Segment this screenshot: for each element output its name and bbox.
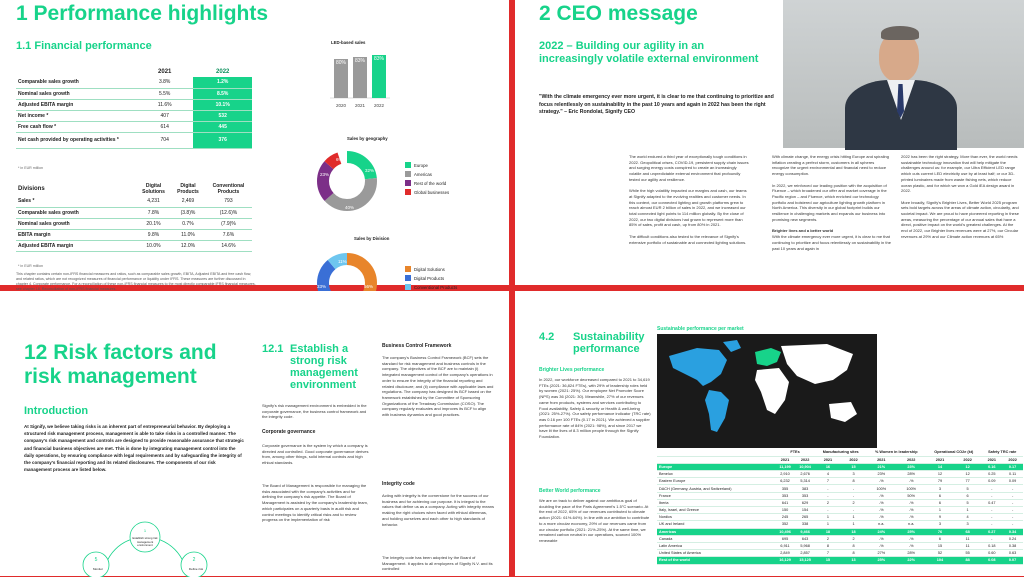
sustainability-page — [515, 291, 1024, 576]
table-cell: 245 — [775, 514, 795, 521]
asia-shape — [781, 344, 853, 384]
table-row: EBITA margin 9.8% 11.0% 7.6% — [16, 229, 252, 240]
table-row — [657, 478, 1023, 485]
table-cell: - — [981, 507, 1002, 514]
svg-text:23%: 23% — [320, 172, 330, 177]
table-row: Free cash flow * 614 445 — [16, 121, 252, 132]
table-cell: -% — [896, 514, 926, 521]
subheading: Business Control Framework — [382, 343, 452, 349]
table-cell: 0.18 — [981, 542, 1002, 549]
table-cell: 7 — [815, 478, 841, 485]
table-cell: 4 — [954, 514, 982, 521]
table-cell: 28% — [896, 550, 926, 557]
table-cell: 641 — [775, 499, 795, 506]
table-cell: 6 — [926, 492, 954, 499]
column-header: Manufacturing sites — [815, 449, 866, 456]
section-title: 2022 – Building our agility in an increasingly volatile external environment — [539, 40, 759, 65]
column-header: % Women in leadership — [866, 449, 926, 456]
svg-text:32%: 32% — [365, 168, 375, 173]
paragraph: With the climate emergency ever more urgent, it is clear to me that continuing to prioritize and focus relentlessly on sustainability in the past 10 years and again in — [772, 234, 891, 251]
table-cell: 16,129 — [775, 557, 795, 564]
paragraph: The Integrity code has been adopted by the Board of Management. It applies to all employees of Signify N.V. and its controlled — [382, 555, 493, 572]
table-cell: 24% — [866, 528, 896, 535]
map-title: Sustainable performance per market — [657, 326, 744, 332]
table-cell: 1 — [841, 521, 867, 528]
table-cell: n.a. — [866, 521, 896, 528]
table-cell: - — [815, 485, 841, 492]
table-cell: 5,968 — [795, 542, 815, 549]
division-legend — [405, 266, 457, 293]
table-cell: 18 — [841, 528, 867, 535]
paragraph: We are on track to deliver against our ambitious goal of doubling the pace of the Paris Agreement's 1.5°C scenario. At the end of 2022, 65% of our revenues contributed to climate action (2021: 61%-64%). In line with our ambition to contribute to a more circular economy, 29% of our revenues came from our circular portfolio (2021: 21%-25%). At the same time, we remained carbon neutral in our operations, sourced 100% renewable — [539, 498, 650, 543]
table-cell: 22% — [896, 557, 926, 564]
year-header: 2021 — [158, 68, 172, 75]
table-cell: 6 — [926, 499, 954, 506]
table-cell: 2,849 — [775, 550, 795, 557]
table-cell: 1 — [815, 514, 841, 521]
table-cell: 50% — [896, 492, 926, 499]
column-header: Safety TRC rate — [981, 449, 1023, 456]
table-cell: - — [1002, 521, 1023, 528]
table-cell: 15 — [926, 542, 954, 549]
table-cell: 355 — [775, 485, 795, 492]
table-cell: 1 — [841, 514, 867, 521]
table-cell: 11 — [954, 535, 982, 542]
table-cell: - — [1002, 485, 1023, 492]
table-cell: -% — [866, 499, 896, 506]
table-cell: - — [981, 521, 1002, 528]
section-title: 1.1 Financial performance — [16, 40, 152, 52]
intro-heading: Introduction — [24, 405, 89, 417]
ceo-text-column-1: The world endured a third year of exceptionally tough conditions in 2022. Geopolitical crises, COVID-19, persistent supply chain issues and surging energy costs conspired to create an increasingly volatile and unpredictable external environment that profoundly tested our agility and resilience. While the high volatility impacted our margins and cash, our teams at Signify adapted to the evolving realities and customer needs. In this context, our connected lighting and growth platforms grew to reach almost EUR 2 billion of sales in 2022, and we increased our total connected light points to 114 million globally. By the close of 2022, our two digital divisions had grown to represent more than 85% of sales, profit and cash, up from 80% in 2021. The difficult conditions also tested to the relevance of Signify's extensive portfolio of sustainable and connected lighting solutions. — [629, 154, 749, 245]
row-label: Eastern Europe — [657, 478, 775, 485]
table-cell: 3 — [954, 521, 982, 528]
paragraph: Corporate governance is the system by which a company is directed and controlled. Good corporate governance derives from, among other things, solid internal controls and high ethical standards. — [262, 443, 369, 466]
division-chart-title: Sales by Division — [354, 236, 390, 241]
table-cell: 77 — [954, 478, 982, 485]
table-cell: - — [815, 492, 841, 499]
section-title: Sustainability performance — [573, 331, 645, 355]
svg-text:40%: 40% — [345, 205, 355, 210]
table-cell: 9,466 — [795, 528, 815, 535]
geo-chart-title: Sales by geography — [347, 136, 388, 141]
table-cell: 100% — [896, 485, 926, 492]
legend-item: Conventional Products — [414, 284, 458, 290]
table-cell: 2,910 — [775, 471, 795, 478]
table-cell: 15,125 — [795, 557, 815, 564]
table-cell: -% — [866, 492, 896, 499]
column-header: Conventional Products — [212, 183, 245, 195]
table-cell: 1 — [926, 507, 954, 514]
table-cell: 338 — [795, 521, 815, 528]
led-chart-title: LED-based sales — [331, 40, 366, 45]
table-cell: 88 — [954, 557, 982, 564]
column-header: FTEs — [775, 449, 815, 456]
table-cell: 25% — [896, 528, 926, 535]
column-header: Digital Solutions — [142, 183, 165, 195]
geography-donut — [312, 148, 382, 214]
kpi-table — [16, 66, 252, 149]
unit-note: * in EUR million — [18, 166, 43, 170]
table-cell: 2,676 — [795, 471, 815, 478]
footnote: This chapter contains certain non-IFRS financial measures and ratios, such as comparable sales growth, EBITA, Adjusted EBITA and free cash flow, and related ratios, which are not recognized measures of financial performance or liquidity under IFRS. These measures are further discussed in chapter 4, Corporate performance. For a reconciliation of these non-IFRS financial measures to the most directly comparable IFRS financial measures, see chapter 18, Reconciliation of non-IFRS financial measures. — [16, 272, 256, 291]
ceo-photo — [783, 0, 1024, 148]
table-row — [657, 514, 1023, 521]
table-cell: 265 — [795, 514, 815, 521]
table-cell: 353 — [775, 492, 795, 499]
world-map — [657, 334, 877, 448]
legend-item: Digital Products — [414, 275, 445, 281]
region-row — [657, 528, 1023, 535]
table-cell: 21% — [866, 463, 896, 470]
table-cell: 5,314 — [795, 478, 815, 485]
table-cell: -% — [896, 542, 926, 549]
table-cell: - — [1002, 492, 1023, 499]
table-row — [657, 521, 1023, 528]
table-cell: 11,199 — [775, 463, 795, 470]
year-header-row: 2021 2022 2021 2022 2021 2022 2021 2022 2021 2022 — [657, 456, 1023, 463]
row-label: France — [657, 492, 775, 499]
table-cell: 6 — [954, 492, 982, 499]
table-cell: -% — [866, 507, 896, 514]
table-row — [657, 492, 1023, 499]
north-america-shape — [669, 348, 727, 386]
svg-text:80%: 80% — [335, 60, 347, 66]
subheading: Integrity code — [382, 481, 415, 487]
table-cell: - — [1002, 499, 1023, 506]
table-cell: -% — [896, 535, 926, 542]
table-cell: 79 — [926, 478, 954, 485]
geo-legend — [405, 162, 449, 198]
legend-item: Digital Solutions — [414, 266, 445, 272]
table-cell: 1 — [815, 521, 841, 528]
table-cell: 3 — [841, 471, 867, 478]
paragraph: Acting with integrity is the cornerstone for the success of our business and for achieving our purpose. It is integral to the values that define us as a company. Acting with integrity means making the right choices when faced with ethical dilemmas, and holding ourselves and each other to high standards of behavior. — [382, 493, 494, 527]
table-cell: 9 — [926, 514, 954, 521]
row-label: UK and Ireland — [657, 521, 775, 528]
led-bar-chart — [328, 50, 394, 112]
table-cell: 10,496 — [775, 528, 795, 535]
table-row: Nominal sales growth 5.5% 8.5% — [16, 88, 252, 99]
table-cell: 52 — [926, 550, 954, 557]
table-cell: 104 — [926, 557, 954, 564]
table-cell: - — [841, 485, 867, 492]
legend-item: Global businesses — [414, 189, 450, 195]
svg-text:2: 2 — [192, 557, 196, 563]
table-cell: 0.17 — [1002, 463, 1023, 470]
europe-shape — [755, 348, 781, 366]
table-cell: 5 — [954, 499, 982, 506]
section-number: 4.2 — [539, 331, 555, 343]
table-cell: 16 — [815, 463, 841, 470]
section-title: Establish a strong risk management environment — [290, 343, 358, 391]
table-cell: 11 — [954, 542, 982, 549]
table-cell: 0.34 — [1002, 528, 1023, 535]
table-cell: 3 — [926, 521, 954, 528]
table-cell: 0.60 — [981, 550, 1002, 557]
divisions-table — [16, 182, 252, 252]
table-cell: 27% — [866, 550, 896, 557]
table-cell: 695 — [775, 535, 795, 542]
performance-highlights-page — [0, 0, 509, 291]
risk-management-page — [0, 291, 509, 576]
table-cell: 2 — [841, 535, 867, 542]
table-row — [657, 542, 1023, 549]
table-cell: 18 — [815, 528, 841, 535]
table-cell: 352 — [775, 521, 795, 528]
row-label: Rest of the world — [657, 557, 775, 564]
svg-text:11%: 11% — [338, 259, 347, 264]
svg-text:2021: 2021 — [354, 103, 366, 108]
row-label: DACH (Germany, Austria, and Switzerland) — [657, 485, 775, 492]
table-cell: 150 — [775, 507, 795, 514]
row-label: Benelux — [657, 471, 775, 478]
table-cell: 0.07 — [1002, 557, 1023, 564]
table-cell: 629 — [795, 499, 815, 506]
table-cell: 8 — [841, 542, 867, 549]
table-cell: 6 — [926, 535, 954, 542]
table-cell: 2,857 — [795, 550, 815, 557]
table-cell: 0.25 — [981, 471, 1002, 478]
table-row — [657, 507, 1023, 514]
table-cell: 100% — [866, 485, 896, 492]
table-cell: 6,911 — [775, 542, 795, 549]
table-cell: - — [1002, 507, 1023, 514]
table-cell: -% — [866, 514, 896, 521]
table-cell: 55 — [954, 550, 982, 557]
table-cell: 643 — [795, 535, 815, 542]
table-cell: 1 — [954, 507, 982, 514]
africa-shape — [755, 368, 789, 414]
table-row: Adjusted EBITA margin 11.6% 10.1% — [16, 99, 252, 110]
section-number: 12.1 — [262, 343, 284, 355]
intro-text: At Signify, we believe taking risks is an inherent part of entrepreneurial behavior. By deploying a structured risk management process, management is able to take risks in a controlled manner. The company's risk management and controls are designed to provide reasonable assurance that strategic and financial business objectives are met. This is done by integrating management control into the daily operations, by ensuring compliance with legal requirements and by safeguarding the integrity of the company's financial reporting and its related disclosures. The components of our risk management process are listed below. — [24, 424, 244, 473]
subheading: Brighter lives and a better world — [772, 228, 834, 234]
table-row: Net cash provided by operating activities * 704 376 — [16, 132, 252, 148]
column-header: Divisions — [18, 186, 45, 192]
table-cell: 10,904 — [795, 463, 815, 470]
table-cell: -% — [866, 535, 896, 542]
table-row: Sales * 4,231 2,469 793 — [16, 196, 252, 207]
legend-item: Americas — [414, 171, 432, 177]
svg-text:5: 5 — [94, 557, 98, 563]
australia-shape — [829, 402, 857, 422]
table-cell: - — [841, 507, 867, 514]
row-label: Canada — [657, 535, 775, 542]
table-cell: 13 — [841, 557, 867, 564]
region-row — [657, 463, 1023, 470]
table-cell: 383 — [795, 485, 815, 492]
table-cell: 0.11 — [1002, 471, 1023, 478]
svg-text:33%: 33% — [317, 284, 327, 289]
table-cell: 23% — [896, 463, 926, 470]
column-header: Digital Products — [177, 183, 199, 195]
svg-text:6%: 6% — [336, 157, 343, 162]
table-cell: 23% — [866, 471, 896, 478]
table-row — [657, 485, 1023, 492]
table-cell: 3 — [926, 485, 954, 492]
table-row: Adjusted EBITA margin 10.0% 12.0% 14.6% — [16, 240, 252, 251]
svg-text:83%: 83% — [354, 58, 366, 64]
table-cell: 154 — [795, 507, 815, 514]
subheading: Corporate governance — [262, 429, 316, 435]
table-cell: 76 — [926, 528, 954, 535]
row-label: Nordics — [657, 514, 775, 521]
subheading: Better World performance — [539, 488, 601, 494]
legend-item: Rest of the world — [414, 180, 447, 186]
table-cell: 4 — [815, 471, 841, 478]
table-cell: 12 — [926, 471, 954, 478]
table-cell: - — [981, 514, 1002, 521]
paragraph: The company's Business Control Framework (BCF) sets the standard for risk management and business controls in the company. The objectives of the BCF are to maintain (i) integrated management control of the company's operations in order to ensure the integrity of the financial reporting and related disclosure; and (ii) compliance with applicable laws and regulations. The company has designed its BCF based on the framework established by the Committee of Sponsoring Organizations of the Treadway Commission (COSO). The company regularly evaluates and improves its BCF to align with business dynamics and good practices. — [382, 355, 494, 418]
table-cell: 2 — [815, 535, 841, 542]
table-cell: 15 — [841, 463, 867, 470]
unit-note: * in EUR million — [18, 264, 43, 268]
table-cell: 8 — [815, 542, 841, 549]
table-cell: -% — [866, 478, 896, 485]
page-title: 12 Risk factors and risk management — [24, 341, 217, 388]
ceo-text-column-2 — [772, 154, 892, 285]
cycle-step-5: Monitor — [92, 567, 103, 571]
year-header: 2022 — [216, 68, 230, 75]
table-cell: 2 — [815, 499, 841, 506]
table-cell: 12 — [954, 463, 982, 470]
table-cell: 7 — [815, 550, 841, 557]
table-row: Nominal sales growth 20.1% 0.7% (7.9)% — [16, 218, 252, 229]
subheading: Brighter Lives performance — [539, 367, 605, 373]
table-cell: 0.63 — [1002, 550, 1023, 557]
table-cell: 0.24 — [1002, 535, 1023, 542]
svg-text:2020: 2020 — [335, 103, 347, 108]
table-row — [657, 499, 1023, 506]
table-cell: 68 — [954, 528, 982, 535]
table-cell: 5 — [954, 485, 982, 492]
table-row — [657, 471, 1023, 478]
south-america-shape — [705, 390, 729, 432]
table-cell: 14 — [926, 463, 954, 470]
paragraph: The Board of Management is responsible for managing the risks associated with the company's activities and for defining the company's risk appetite. The Board of Management is assisted by the company's leadership team, which participates on a quarterly basis in audit risk and control meetings to identify critical risks and to review progress on the implementation of risk — [262, 483, 368, 523]
column-header: Operational CO2e (kt) — [926, 449, 981, 456]
row-label: Latin America — [657, 542, 775, 549]
svg-text:56%: 56% — [364, 284, 374, 289]
table-row: Comparable sales growth 3.8% 1.2% — [16, 77, 252, 88]
row-label: Americas — [657, 528, 775, 535]
table-cell: 0.09 — [1002, 478, 1023, 485]
table-cell: - — [981, 492, 1002, 499]
cycle-step-2: Define risk — [188, 567, 204, 571]
table-cell: - — [841, 492, 867, 499]
cycle-step-1: Establish strong risk management environment — [132, 536, 158, 548]
ceo-text-column-3: 2022 has been the right strategy. More than ever, the world needs sustainable technology innovation that will help mitigate the challenges around us: for example, our Ultra Efficient LED range which cuts current LED electricity use by at least half; or our 3D-printed luminaires made from waste fishing nets, which reduce ocean plastic, and for which we won a Gold iEA design award in 2022. More broadly, Signify's Brighter Lives, Better World 2025 program sets bold targets across the areas of climate action, circularity, and societal impact. We are proud to have pioneered reporting in these areas, measuring the percentage of our annual sales that have a direct, positive impact on the world's greatest challenges. At the end of 2022, our Brighter lives revenues were at 27%, our Circular revenues at 29% and our Climate action revenues at 65% — [901, 154, 1019, 239]
greenland-shape — [723, 340, 741, 352]
paragraph: Signify's risk management environment is embedded in the corporate governance, the business control framework and the integrity code. — [262, 403, 367, 420]
row-label: Europe — [657, 463, 775, 470]
table-cell: 0.27 — [981, 528, 1002, 535]
region-row — [657, 557, 1023, 564]
table-row: Net income * 407 532 — [16, 110, 252, 121]
table-cell: -% — [896, 499, 926, 506]
table-cell: 0.38 — [1002, 542, 1023, 549]
paragraph: In 2022, our workforce decreased compared to 2021 to 34,619 FTEs (2021: 36,824 FTEs), with 29% of leadership roles held by women (2021: 25%). Our employee Net Promoter Score (NPS) was 36 (2021: 30). Meanwhile, 27% of our revenues came from products, systems and services contributing to Food availability, Safety & security or Health & well-being (2021: 25%-27%). Our safety performance indicator (TRC rate) was 0.16 per 100 FTEs (0.17 in 2021). We achieved a supplier performance rate of 84% (2021: 98%), and since 2017 we have lit the lives of 8.3 million people through the Signify Foundation. — [539, 377, 651, 440]
table-cell: 28% — [896, 471, 926, 478]
table-cell: 12 — [954, 471, 982, 478]
table-cell: - — [981, 535, 1002, 542]
table-cell: 8 — [841, 550, 867, 557]
svg-text:1: 1 — [143, 528, 147, 533]
row-label: Iberia — [657, 499, 775, 506]
ceo-quote: "With the climate emergency ever more urgent, it is clear to me that continuing to prioritize and focus relentlessly on sustainability in the past 10 years and again in 2022 has been the right strategy." – Eric Rondolat, Signify CEO — [539, 94, 774, 115]
table-cell: -% — [866, 542, 896, 549]
sustainability-table — [657, 449, 1023, 565]
table-cell: n.a. — [896, 521, 926, 528]
table-cell: 15 — [815, 557, 841, 564]
page-title: 1 Performance highlights — [16, 2, 269, 25]
table-cell: 25% — [866, 557, 896, 564]
table-cell: -% — [896, 478, 926, 485]
table-cell: -% — [896, 507, 926, 514]
table-cell: 0.47 — [981, 499, 1002, 506]
row-label: United States of America — [657, 550, 775, 557]
table-cell: 8 — [841, 478, 867, 485]
row-label: Italy, Israel, and Greece — [657, 507, 775, 514]
table-cell: - — [815, 507, 841, 514]
svg-text:83%: 83% — [373, 56, 385, 62]
table-row — [657, 550, 1023, 557]
table-cell: 0.09 — [981, 478, 1002, 485]
page-title: 2 CEO message — [539, 2, 698, 25]
table-cell: 353 — [795, 492, 815, 499]
table-cell: - — [981, 485, 1002, 492]
paragraph: With climate change, the energy crisis hitting Europe and spiraling inflation creating a perfect storm, customers in all spheres recognize the urgent environmental and financial need to reduce energy consumption. In 2022, we reinforced our leading position with the acquisition of Fluence – which broadened our offer and market coverage in the Pacific region – and Fluence, which enriched our technology portfolio and bolstered our agriculture lighting growth platform in North America. This diversity in our global footprint builds our resilience in challenging markets and expands our business into promising new segments. — [772, 154, 889, 222]
table-row: Comparable sales growth 7.8% (3.8)% (12.6)% — [16, 207, 252, 218]
ceo-message-page — [515, 0, 1024, 285]
table-cell: 2 — [841, 499, 867, 506]
table-row — [657, 535, 1023, 542]
svg-text:2022: 2022 — [373, 103, 385, 108]
table-cell: 0.08 — [981, 557, 1002, 564]
table-cell: 6,232 — [775, 478, 795, 485]
table-cell: - — [1002, 514, 1023, 521]
table-cell: 0.16 — [981, 463, 1002, 470]
legend-item: Europe — [414, 162, 428, 168]
